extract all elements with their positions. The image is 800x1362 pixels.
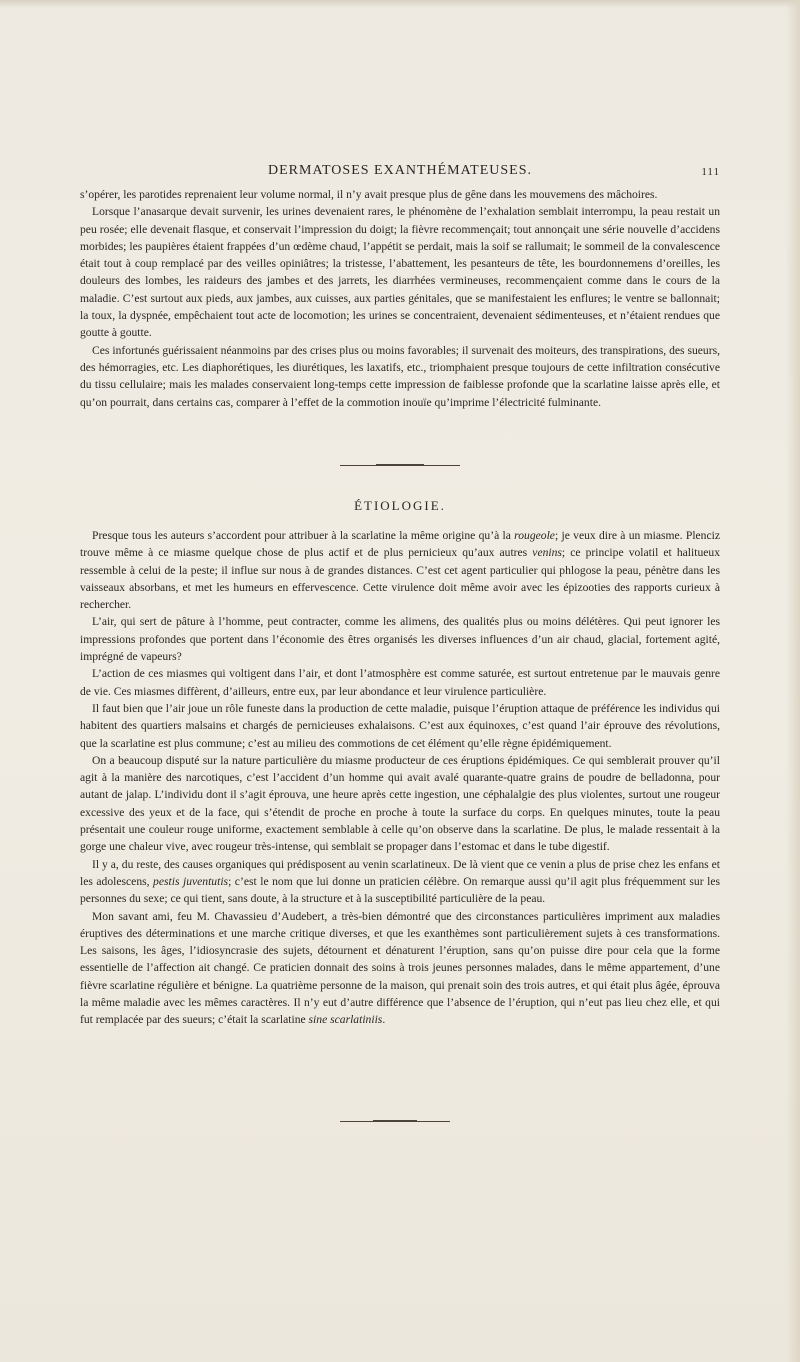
term-sine-scarlatiniis: sine scarlatiniis [308,1013,383,1027]
page-number: 111 [701,166,720,178]
running-head [80,163,720,183]
page-top-edge [0,0,800,8]
text-block-etiologie [80,527,720,1029]
section-divider-top [340,465,460,466]
paragraph-miasme: Presque tous les auteurs s’accordent pour attribuer à la scarlatine la même origine qu’à la rougeole; je veux dire à un miasme. Plenciz trouve même à ce miasme quelque chose de plus actif et de plus pernicieux qu’aux autres venins; ce principe volatil et halitueux ressemble à celui de la peste; il influe sur nous à de grandes distances. C’est cet agent particulier qui phlogose la peau, pénètre dans les vaisseaux absorbans, et met les humeurs en effervescence. Cette virulence doit même avoir avec les épizooties des rapports curieux à rechercher. [80,529,721,612]
paragraph-action-miasmes: L’action de ces miasmes qui voltigent dans l’air, et dont l’atmosphère est comme saturée, est surtout entretenue par le mauvais genre de vie. Ces miasmes diffèrent, d’ailleurs, entre eux, par leur abondance et leur virulence particulière. [80,667,720,698]
paragraph-role-air: Il faut bien que l’air joue un rôle funeste dans la production de cette maladie, puisque l’éruption attaque de préférence les individus qui habitent des quartiers malsains et chargés de pernicieuses exhalaisons. C’est aux équinoxes, c’est quand l’air éprouve des révolutions, que la scarlatine est plus commune; c’est au milieu des commotions de cet élément qu’elle règne épidémiquement. [80,701,720,750]
paragraph-anasarque: Lorsque l’anasarque devait survenir, les urines devenaient rares, le phénomène de l’exhalation semblait interrompu, la peau restait un peu rosée; elle devenait flasque, et conservait l’impression du doigt; la fièvre recommençait; tout annonçait une série nouvelle d’accidens morbides; les paupières étaient frappées d’un œdème chaud, l’appétit se perdait, mais la soif se rallumait; le sommeil de la convalescence était tout à coup remplacé par des veilles opiniâtres; la tristesse, l’abattement, les pesanteurs de tête, les bourdonnemens d’oreilles, les douleurs des lombes, les raideurs des jambes et des jarrets, les diarrhées vermineuses, recommençaient comme dans le cours de la maladie. C’est surtout aux pieds, aux jambes, aux cuisses, aux parties génitales, que se manifestaient les enflures; le ventre se ballonnait; la toux, la dyspnée, empêchaient tout acte de locomotion; les urines se concentraient, devenaient sédimenteuses, et n’étaient rendues que goutte à goutte. [80,205,720,340]
term-rougeole: rougeole [514,529,555,542]
running-title: DERMATOSES EXANTHÉMATEUSES. [268,163,532,178]
paragraph-air: L’air, qui sert de pâture à l’homme, peut contracter, comme les alimens, des qualités plus ou moins délétères. Qui peut ignorer les impressions profondes que portent dans l’économie des êtres organisés les diverses influences d’un air chaud, glacial, fortement agité, imprégné de vapeurs? [80,615,720,664]
paragraph-causes-organiques: Il y a, du reste, des causes organiques qui prédisposent au venin scarlatineux. De là vient que ce venin a plus de prise chez les enfans et les adolescens, pestis juventutis; c’est le nom que lui donne un praticien célèbre. On remarque aussi qu’il agit plus fréquemment sur les personnes du sexe; ce qui tient, sans doute, à la structure et à la susceptibilité particulière de la peau. [80,857,720,906]
section-title: ÉTIOLOGIE. [354,498,446,513]
text-block-top [80,186,720,411]
paragraph-belladonna: On a beaucoup disputé sur la nature particulière du miasme producteur de ces éruptions épidémiques. Ce qui semblerait prouver qu’il agit à la manière des narcotiques, c’est l’accident d’un homme qui avait avalé quarante-quatre grains de poudre de belladonna, pour autant de jalap. L’individu dont il s’agit éprouva, une heure après cette ingestion, une céphalalgie des plus violentes, surtout une rougeur excessive des yeux et de la face, qui s’étendit de proche en proche à toute la surface du corps. En quelques minutes, toute la peau présentait une couleur rouge uniforme, exactement semblable à celle qu’on observe dans la scarlatine. De plus, le malade ressentait à la gorge une chaleur vive, avec rougeur très-intense, qui semblait se propager dans l’estomac et dans le tube digestif. [80,753,720,854]
page-right-edge [786,0,800,1362]
term-venins: venins [532,546,562,560]
paragraph-chavassieu: Mon savant ami, feu M. Chavassieu d’Audebert, a très-bien démontré que des circonstances particulières impriment aux maladies éruptives des déterminations et une marche critique diverses, et que les exanthèmes sont particulièrement sujets à ces transformations. Les saisons, les âges, l’idiosyncrasie des sujets, détournent et dénaturent l’éruption, sans qu’on puisse dire pour cela que la forme essentielle de l’affection ait changé. Ce praticien donnait des soins à trois jeunes personnes malades, dans le même appartement, d’une fièvre scarlatine régulière et bénigne. La quatrième personne de la maison, qui prenait soin des trois autres, et qui était plus âgée, éprouva la même maladie avec les mêmes caractères. Il n’y eut d’autre différence que l’absence de l’éruption, qui n’eut pas lieu chez elle, et qui fut remplacée par des sueurs; c’était la scarlatine sine scarlatiniis. [80,909,720,1027]
section-divider-bottom [340,1121,450,1122]
paragraph-continuation: s’opérer, les parotides reprenaient leur volume normal, il n’y avait presque plus de gêne dans les mouvemens des mâchoires. [80,188,658,201]
paragraph-infortunes: Ces infortunés guérissaient néanmoins par des crises plus ou moins favorables; il survenait des moiteurs, des transpirations, des sueurs, des hémorragies, etc. Les diaphorétiques, les diurétiques, les laxatifs, etc., triomphaient presque toujours de cette infiltration consécutive du tissu cellulaire; mais les malades conservaient long-temps cette impression de faiblesse profonde que la scarlatine laisse après elle, et qu’on pourrait, dans certains cas, comparer à l’effet de la commotion inouïe qu’imprime l’électricité fulminante. [80,343,720,409]
term-pestis-juventutis: pestis juventutis [153,874,229,888]
